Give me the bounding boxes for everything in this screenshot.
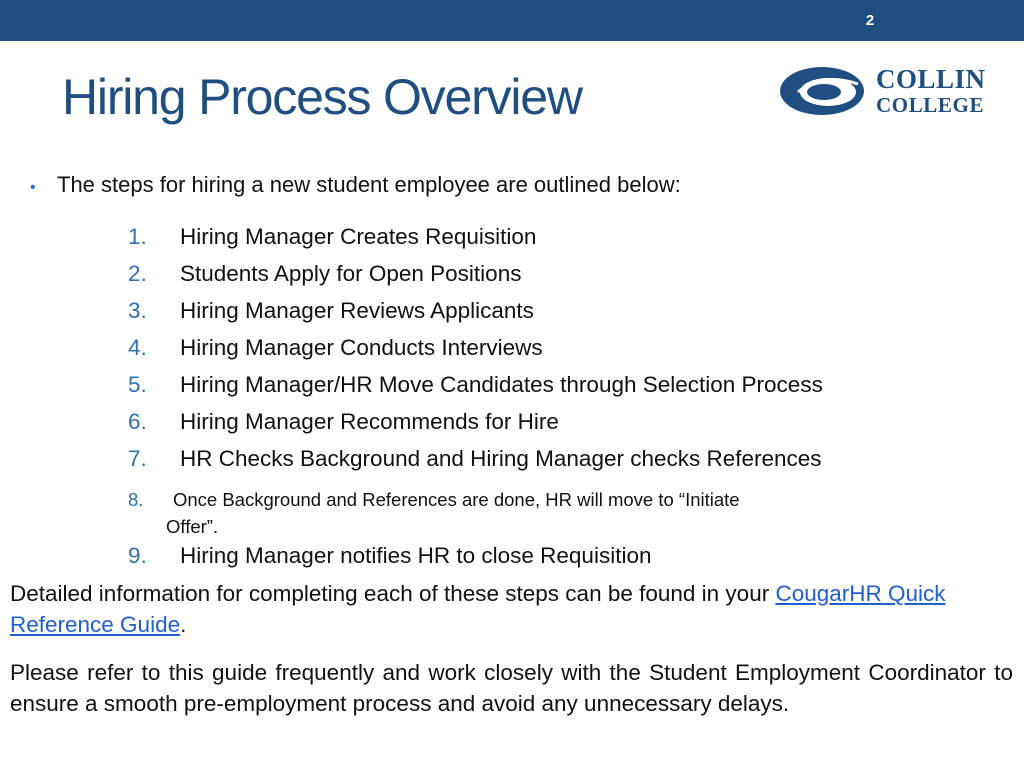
hiring-steps-list bbox=[128, 224, 823, 580]
step-item: 7. HR Checks Background and Hiring Manager checks References bbox=[128, 446, 822, 471]
bullet-marker: • bbox=[30, 179, 36, 196]
intro-text: The steps for hiring a new student employee are outlined below: bbox=[57, 172, 681, 197]
collin-college-logo bbox=[778, 62, 1000, 120]
page-number: 2 bbox=[865, 12, 875, 29]
quick-reference-guide-link[interactable]: CougarHR Quick Reference Guide bbox=[10, 581, 946, 637]
intro-bullet bbox=[30, 172, 681, 198]
step-item: 2. Students Apply for Open Positions bbox=[128, 261, 522, 286]
step-item: 4. Hiring Manager Conducts Interviews bbox=[128, 335, 543, 360]
top-banner bbox=[0, 0, 1024, 41]
step-item: 1. Hiring Manager Creates Requisition bbox=[128, 224, 537, 249]
step-item: 6. Hiring Manager Recommends for Hire bbox=[128, 409, 559, 434]
step-item: 9. Hiring Manager notifies HR to close Requisition bbox=[128, 543, 652, 568]
step-item: 3. Hiring Manager Reviews Applicants bbox=[128, 298, 534, 323]
logo-line-college: COLLEGE bbox=[876, 93, 985, 117]
detail-paragraph: Detailed information for completing each of these steps can be found in your CougarHR Quick Reference Guide. bbox=[10, 581, 946, 637]
page-title: Hiring Process Overview bbox=[62, 69, 582, 125]
advice-paragraph: Please refer to this guide frequently and work closely with the Student Employment Coordinator to ensure a smooth pre-employment process and avoid any unnecessary delays. bbox=[10, 660, 1013, 716]
logo-line-collin: COLLIN bbox=[876, 64, 986, 94]
step-item: 8. Once Background and References are done, HR will move to “Initiate Offer”. bbox=[128, 489, 740, 537]
step-item: 5. Hiring Manager/HR Move Candidates through Selection Process bbox=[128, 372, 823, 397]
cougar-swoosh-icon bbox=[780, 67, 864, 115]
